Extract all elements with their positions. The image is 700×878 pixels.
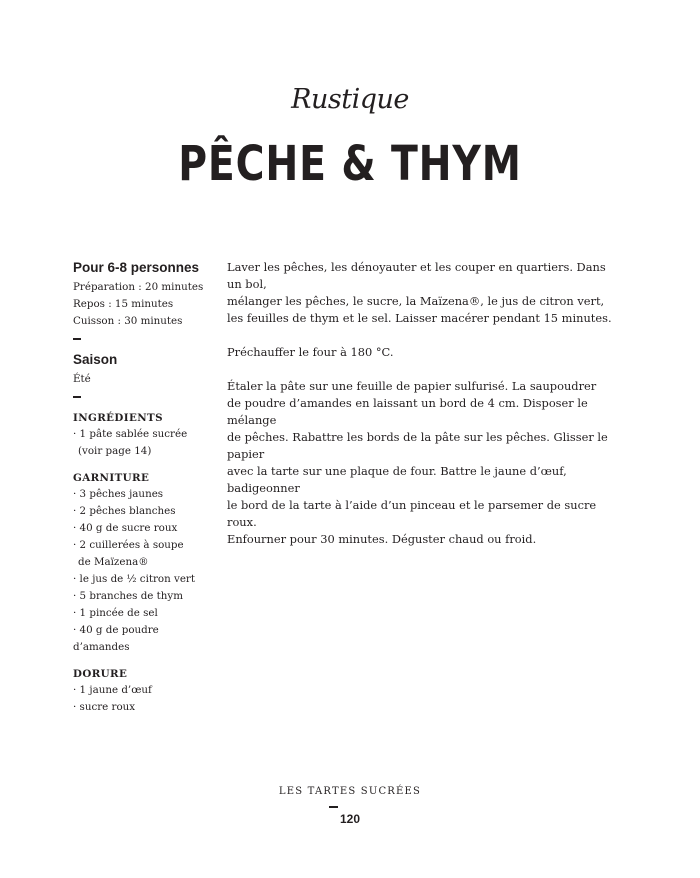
- ingredient-item: (voir page 14): [78, 445, 152, 457]
- section-name: LES TARTES SUCRÉES: [278, 786, 422, 797]
- ingredient-item: · le jus de ½ citron vert: [73, 573, 195, 585]
- cooking-time: Cuisson : 30 minutes: [73, 315, 183, 327]
- rest-time: Repos : 15 minutes: [73, 298, 174, 310]
- recipe-title: PÊCHE & THYM: [178, 136, 522, 192]
- garniture-heading: GARNITURE: [73, 472, 150, 484]
- season-heading: Saison: [73, 352, 118, 367]
- recipe-sidebar: [73, 260, 213, 716]
- instruction-paragraph: Laver les pêches, les dénoyauter et les couper en quartiers. Dans un bol, mélanger les pêches, le sucre, la Maïzena®, le jus de citron vert, les feuilles de thym et le sel. Laisser macérer pendant 15 minutes.: [227, 260, 612, 325]
- preparation-time: Préparation : 20 minutes: [73, 281, 204, 293]
- divider: [73, 338, 81, 340]
- ingredient-item: · 3 pêches jaunes: [73, 488, 164, 500]
- instruction-paragraph: Étaler la pâte sur une feuille de papier sulfurisé. La saupoudrer de poudre d’amandes en laissant un bord de 4 cm. Disposer le mélange de pêches. Rabattre les bords de la pâte sur les pêches. Glisser le papier avec la tarte sur une plaque de four. Battre le jaune d’œuf, badigeonner le bord de la tarte à l’aide d’un pinceau et le parsemer de sucre roux. Enfourner pour 30 minutes. Déguster chaud ou froid.: [227, 379, 608, 546]
- page-number: 120: [339, 812, 361, 826]
- ingredient-item: de Maïzena®: [78, 556, 149, 568]
- divider: [73, 396, 81, 398]
- recipe-category: Rustique: [291, 84, 409, 115]
- ingredient-item: · 40 g de sucre roux: [73, 522, 178, 534]
- ingredient-item: · sucre roux: [73, 701, 136, 713]
- ingredient-item: · 40 g de poudre d’amandes: [73, 624, 159, 653]
- ingredient-item: · 5 branches de thym: [73, 590, 184, 602]
- ingredient-item: · 1 pincée de sel: [73, 607, 158, 619]
- ingredients-heading: INGRÉDIENTS: [73, 412, 163, 424]
- ingredient-item: · 2 cuillerées à soupe: [73, 539, 184, 551]
- servings-heading: Pour 6-8 personnes: [73, 260, 200, 275]
- ingredient-item: · 2 pêches blanches: [73, 505, 176, 517]
- instruction-paragraph: Préchauffer le four à 180 °C.: [227, 345, 394, 359]
- ingredient-item: · 1 pâte sablée sucrée: [73, 428, 188, 440]
- dorure-heading: DORURE: [73, 668, 128, 680]
- season-value: Été: [73, 373, 91, 385]
- ingredient-item: · 1 jaune d’œuf: [73, 684, 152, 696]
- footer-divider: [329, 806, 338, 808]
- recipe-instructions: [227, 259, 622, 565]
